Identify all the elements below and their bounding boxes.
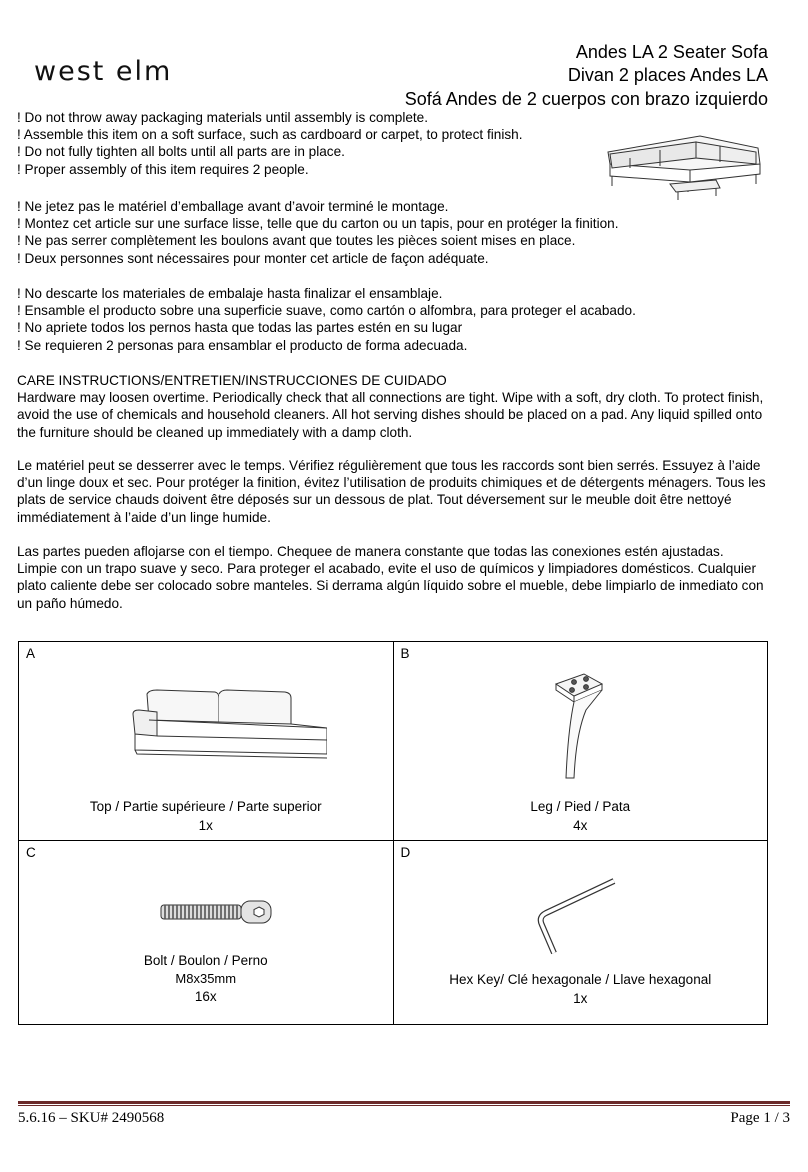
part-quantity: 1x: [573, 991, 588, 1006]
sofa-top-illustration: [127, 684, 327, 774]
brand-logo: west elm: [34, 56, 173, 87]
part-cell-a: [19, 642, 394, 841]
part-cell-b: [393, 642, 768, 841]
warning-list-spanish: [17, 285, 636, 354]
part-name: Bolt / Boulon / Perno: [143, 953, 268, 968]
care-paragraph-french: [17, 457, 767, 526]
warning-line: ! Se requieren 2 personas para ensamblar el producto de forma adecuada.: [17, 337, 468, 353]
part-letter: C: [26, 845, 36, 860]
leg-illustration: [544, 670, 624, 785]
warning-list-english: [17, 109, 522, 178]
footer-rule-thin: [18, 1105, 790, 1106]
part-quantity: 1x: [198, 818, 213, 833]
footer-rule: [18, 1101, 790, 1104]
warning-line: ! No descarte los materiales de embalaje hasta finalizar el ensamblaje.: [17, 286, 443, 301]
part-quantity: 16x: [194, 989, 217, 1004]
part-spec: M8x35mm: [175, 971, 237, 986]
care-paragraph-spanish: [17, 543, 767, 612]
warning-line: ! Ne jetez pas le matériel d’emballage avant d’avoir terminé le montage.: [17, 199, 449, 214]
part-name: Hex Key/ Clé hexagonale / Llave hexagonal: [449, 972, 712, 987]
part-quantity: 4x: [573, 818, 588, 833]
bolt-illustration: [159, 897, 279, 929]
part-letter: B: [400, 646, 410, 661]
warning-line: ! No apriete todos los pernos hasta que todas las partes estén en su lugar: [17, 320, 463, 336]
title-french: Divan 2 places Andes LA: [567, 65, 768, 85]
part-letter: D: [400, 845, 411, 860]
care-paragraph-spanish-text: Las partes pueden aflojarse con el tiempo. Chequee de manera constante que todas las conexiones estén ajustadas. Limpie con un trapo suave y seco. Para proteger el acabado, evite el uso de químicos y limpiadores domésticos. Cualquier plato caliente debe ser colocado sobre manteles. Si derrama algún líquido sobre el mueble, debe limpiarlo de inmediato con un paño húmedo.: [17, 544, 764, 611]
care-section: [17, 372, 767, 441]
warning-line: ! Ensamble el producto sobre una superficie suave, como cartón o alfombra, para proteger el acabado.: [17, 303, 636, 319]
warning-line: ! Do not fully tighten all bolts until all parts are in place.: [17, 144, 345, 160]
warning-line: ! Deux personnes sont nécessaires pour monter cet article de façon adéquate.: [17, 250, 489, 266]
care-paragraph-french-text: Le matériel peut se desserrer avec le temps. Vérifiez régulièrement que tous les raccords sont bien serrés. Essuyez à l’aide d’un linge doux et sec. Pour protéger la finition, évitez l’utilisation de produits chimiques et de détergents ménagers. Tous les plats de service chauds doivent être déposés sur un dessous de plat. Tout déversement sur le meuble doit être nettoyé immédiatement à l’aide d’un linge humide.: [17, 458, 766, 525]
part-name: Leg / Pied / Pata: [530, 799, 631, 814]
care-paragraph-english: Hardware may loosen overtime. Periodically check that all connections are tight. Wipe with a soft, dry cloth. To protect finish, avoid the use of chemicals and household cleaners. All hot serving dishes should be placed on a pad. Any liquid spilled onto the furniture should be cleaned up immediately with a damp cloth.: [17, 390, 764, 440]
parts-table: [18, 641, 768, 1025]
page-number: Page 1 / 3: [730, 1110, 790, 1126]
warning-line: ! Assemble this item on a soft surface, such as cardboard or carpet, to protect finish.: [17, 127, 523, 143]
warning-line: ! Do not throw away packaging materials until assembly is complete.: [17, 110, 429, 125]
warning-line: ! Proper assembly of this item requires 2 people.: [17, 161, 309, 177]
title-spanish: Sofá Andes de 2 cuerpos con brazo izquierdo: [404, 89, 768, 109]
warning-line: ! Montez cet article sur une surface lisse, telle que du carton ou un tapis, pour en protéger la finition.: [17, 216, 619, 232]
warning-list-french: [17, 198, 618, 267]
title-english: Andes LA 2 Seater Sofa: [575, 42, 768, 62]
hex-key-illustration: [534, 875, 624, 959]
footer-date-sku: 5.6.16 – SKU# 2490568: [18, 1110, 165, 1126]
sectional-sofa-illustration: [600, 128, 770, 212]
care-heading: CARE INSTRUCTIONS/ENTRETIEN/INSTRUCCIONES DE CUIDADO: [17, 373, 447, 388]
part-letter: A: [26, 646, 36, 661]
part-cell-c: [19, 841, 394, 1025]
warning-line: ! Ne pas serrer complètement les boulons avant que toutes les pièces soient mises en place.: [17, 233, 576, 249]
part-cell-d: [393, 841, 768, 1025]
part-name: Top / Partie supérieure / Parte superior: [89, 799, 322, 814]
